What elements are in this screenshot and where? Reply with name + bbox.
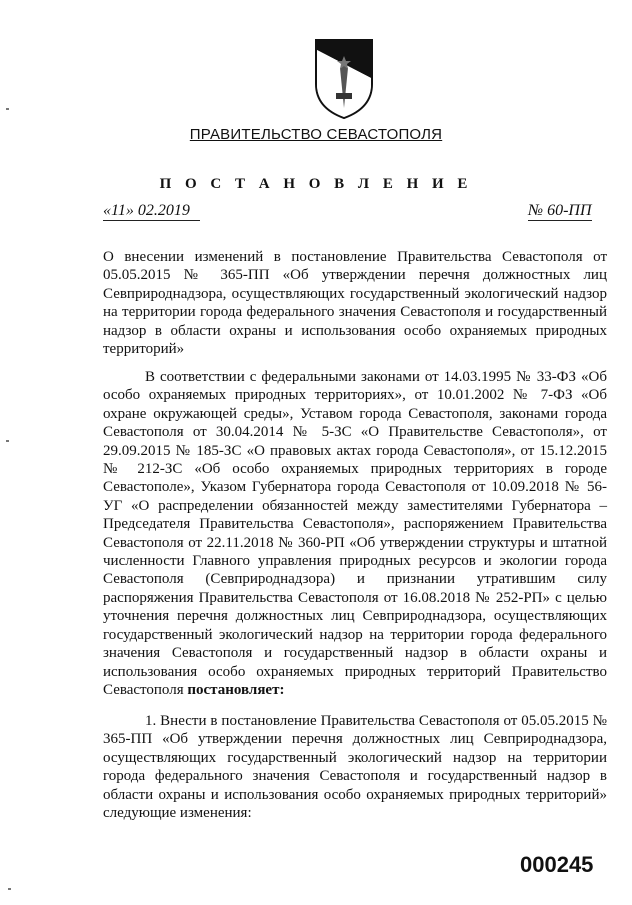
government-title: ПРАВИТЕЛЬСТВО СЕВАСТОПОЛЯ bbox=[189, 126, 443, 143]
decree-word: постановляет: bbox=[187, 681, 285, 698]
scan-mark bbox=[6, 108, 9, 110]
item-1-paragraph: 1. Внести в постановление Правительства Севастополя от 05.05.2015 № 365-ПП «Об утверждении перечня должностных лиц Севприроднадзора, осуществляющих государственный экологический надзор на территории города федерального значения Севастополя и государственный надзор в области охраны и использования особо охраняемых природных территорий» следующие изменения: bbox=[103, 713, 607, 822]
scan-mark bbox=[8, 888, 11, 890]
coat-of-arms-icon bbox=[314, 38, 374, 120]
stamp-number: 000245 bbox=[520, 852, 594, 877]
scan-mark bbox=[6, 440, 9, 442]
preamble-paragraph bbox=[103, 368, 607, 699]
document-number: № 60-ПП bbox=[528, 202, 592, 219]
document-subject: О внесении изменений в постановление Правительства Севастополя от 05.05.2015 № 365-ПП «Об утверждении перечня должностных лиц Севприроднадзора, осуществляющих государственный экологический надзор на территории города федерального значения Севастополя и государственный надзор в области охраны и использования особо охраняемых природных территорий» bbox=[103, 249, 607, 358]
document-date: «11» 02.2019 bbox=[103, 202, 200, 221]
document-type: П О С Т А Н О В Л Е Н И Е bbox=[159, 176, 473, 192]
preamble-text: В соответствии с федеральными законами от 14.03.1995 № 33-ФЗ «Об особо охраняемых природных территориях», от 10.01.2002 № 7-ФЗ «Об охране окружающей среды», Уставом города Севастополя, законами города Севастополя от 30.04.2014 № 5-ЗС «О Правительстве Севастополя», от 29.09.2015 № 185-ЗС «О правовых актах города Севастополя», от 15.12.2015 № 212-ЗС «Об особо охраняемых природных территориях в городе Севастополе», Указом Губернатора города Севастополя от 10.09.2018 № 56-УГ «О распределении обязанностей между заместителями Губернатора – Председателя Правительства Севастополя», распоряжением Правительства Севастополя от 22.11.2018 № 360-РП «Об утверждении структуры и штатной численности Главного управления природных ресурсов и экологии города Севастополя (Севприроднадзора) и признании утратившим силу распоряжения Правительства Севастополя от 16.08.2018 № 252-РП» с целью уточнения перечня должностных лиц Севприроднадзора, осуществляющих государственный экологический надзор на территории города федерального значения Севастополя и государственный надзор в области охраны и использования особо охраняемых природных территорий Правительство Севастополя bbox=[103, 369, 607, 698]
